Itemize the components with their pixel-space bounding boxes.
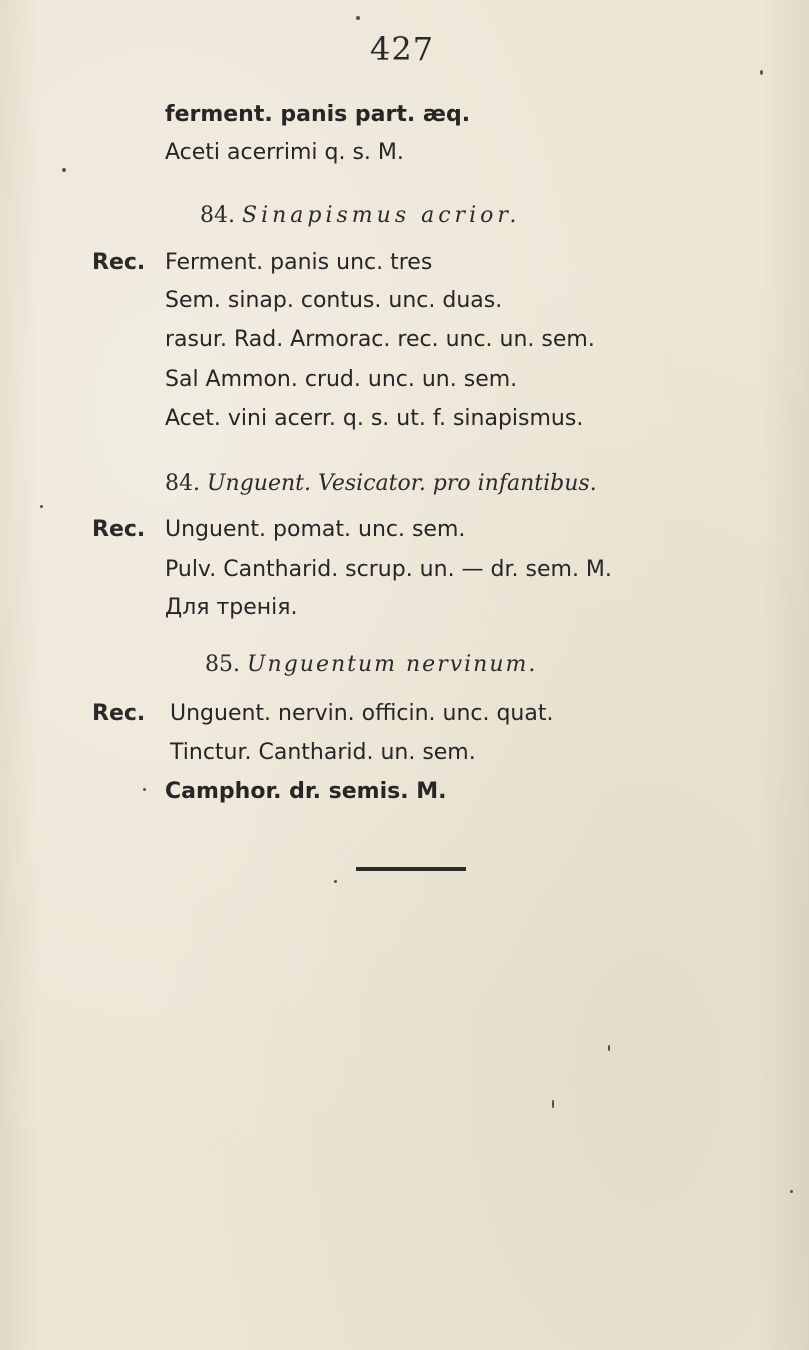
paper-speck — [760, 70, 763, 75]
section-title: Unguent. Vesicator. pro infantibus. — [207, 471, 597, 496]
page-number: 427 — [370, 30, 435, 68]
paper-speck — [334, 880, 337, 883]
prescription-line: Camphor. dr. semis. M. — [165, 779, 447, 804]
prescription-line: Unguent. pomat. unc. sem. — [165, 517, 466, 542]
section-number: 84. — [200, 203, 235, 228]
paper-speck — [143, 788, 146, 791]
rec-label: Rec. — [92, 517, 146, 542]
prescription-line: Tinctur. Cantharid. un. sem. — [170, 740, 476, 765]
section-heading — [200, 202, 520, 230]
end-rule — [356, 867, 466, 871]
paper-speck — [62, 168, 66, 172]
prescription-line: rasur. Rad. Armorac. rec. unc. un. sem. — [165, 327, 595, 352]
prescription-line: Ferment. panis unc. tres — [165, 250, 433, 275]
prescription-line: Sal Ammon. crud. unc. un. sem. — [165, 367, 518, 392]
text-line: ferment. panis part. æq. — [165, 102, 471, 127]
text-line: Aceti acerrimi q. s. M. — [165, 140, 404, 165]
paper-speck — [608, 1045, 610, 1051]
rec-label: Rec. — [92, 250, 146, 275]
rec-label: Rec. — [92, 701, 146, 726]
prescription-line: Sem. sinap. contus. unc. duas. — [165, 288, 503, 313]
prescription-line: Для тренія. — [165, 595, 298, 620]
paper-speck — [356, 16, 360, 20]
paper-speck — [790, 1190, 793, 1193]
section-number: 84. — [165, 471, 200, 496]
section-heading — [165, 470, 597, 498]
section-heading — [205, 651, 537, 679]
section-title: Sinapismus acrior. — [242, 203, 521, 228]
paper-speck — [552, 1100, 554, 1108]
section-title: Unguentum nervinum. — [247, 652, 538, 677]
prescription-line: Pulv. Cantharid. scrup. un. — dr. sem. M. — [165, 557, 612, 582]
prescription-line: Unguent. nervin. officin. unc. quat. — [170, 701, 554, 726]
paper-speck — [40, 505, 43, 508]
section-number: 85. — [205, 652, 240, 677]
prescription-line: Acet. vini acerr. q. s. ut. f. sinapismus. — [165, 406, 584, 431]
